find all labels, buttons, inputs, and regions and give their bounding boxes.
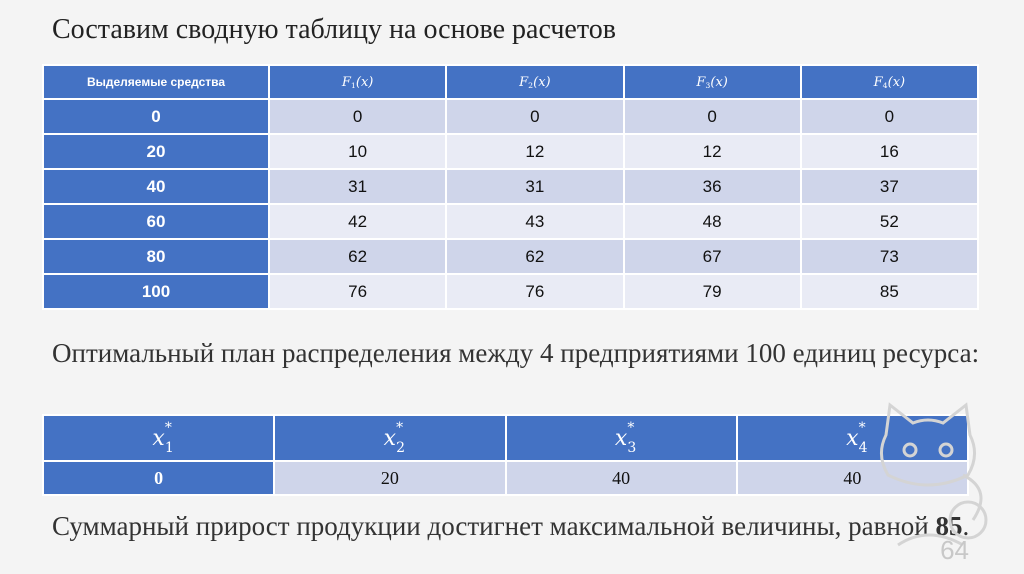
header-f1: $F_1(x)$ (269, 65, 446, 99)
table-cell: 0 (624, 99, 801, 134)
table-cell: 12 (446, 134, 623, 169)
header-x3: x * 3 (506, 415, 737, 461)
table-cell: 76 (269, 274, 446, 309)
table-row (43, 204, 978, 239)
table-row (43, 239, 978, 274)
header-x1: x * 1 (43, 415, 274, 461)
table-cell: 85 (801, 274, 978, 309)
table-cell: 31 (269, 169, 446, 204)
table-row (43, 134, 978, 169)
table-cell: 48 (624, 204, 801, 239)
plan-value-x1: 0 (43, 461, 274, 495)
table-cell: 0 (801, 99, 978, 134)
row-label: 20 (43, 134, 269, 169)
header-f2: $F_2(x)$ (446, 65, 623, 99)
page-number: 64 (940, 535, 969, 565)
table-cell: 43 (446, 204, 623, 239)
table-cell: 79 (624, 274, 801, 309)
table-cell: 10 (269, 134, 446, 169)
table-cell: 16 (801, 134, 978, 169)
table-cell: 12 (624, 134, 801, 169)
mascot-watermark-icon (868, 395, 988, 565)
row-label: 60 (43, 204, 269, 239)
plan-header-row (43, 415, 968, 461)
table-cell: 62 (446, 239, 623, 274)
table-cell: 67 (624, 239, 801, 274)
table-cell: 73 (801, 239, 978, 274)
optimal-plan-table (42, 414, 969, 496)
row-label: 0 (43, 99, 269, 134)
table-cell: 31 (446, 169, 623, 204)
table-cell: 36 (624, 169, 801, 204)
table-cell: 0 (446, 99, 623, 134)
table-cell: 52 (801, 204, 978, 239)
plan-value-x2: 20 (274, 461, 505, 495)
table-cell: 62 (269, 239, 446, 274)
table-row (43, 274, 978, 309)
table-cell: 37 (801, 169, 978, 204)
slide-title: Составим сводную таблицу на основе расчетов (52, 14, 616, 45)
table-header-row (43, 65, 978, 99)
header-allocated-funds: Выделяемые средства (43, 65, 269, 99)
header-f4: $F_4(x)$ (801, 65, 978, 99)
plan-value-x3: 40 (506, 461, 737, 495)
header-x2: x * 2 (274, 415, 505, 461)
table-row (43, 169, 978, 204)
row-label: 40 (43, 169, 269, 204)
plan-description: Оптимальный план распределения между 4 предприятиями 100 единиц ресурса: (52, 338, 980, 368)
table-cell: 42 (269, 204, 446, 239)
summary-value: 85 (935, 511, 963, 541)
plan-value-x4: 40 (737, 461, 968, 495)
row-label: 100 (43, 274, 269, 309)
summary-table (42, 64, 979, 310)
table-cell: 76 (446, 274, 623, 309)
plan-values-row (43, 461, 968, 495)
header-x4: x * 4 (737, 415, 968, 461)
table-cell: 0 (269, 99, 446, 134)
row-label: 80 (43, 239, 269, 274)
summary-text: Суммарный прирост продукции достигнет максимальной величины, равной 85. (52, 511, 970, 541)
header-f3: $F_3(x)$ (624, 65, 801, 99)
table-row (43, 99, 978, 134)
